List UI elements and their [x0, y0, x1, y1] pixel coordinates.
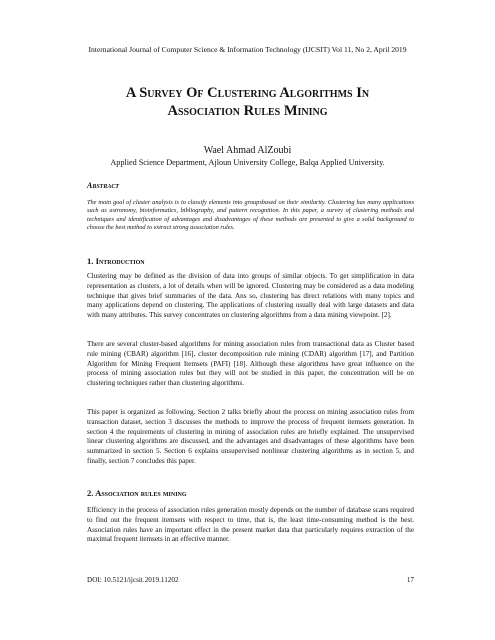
abstract-heading: Abstract — [87, 181, 120, 190]
abstract-text: The main goal of cluster analysis is to classify elements into groupsbased on their similarity. Clustering has many applications such as astronomy, bioinformatics, bibliography, and pattern recognition. In this paper, a survey of clustering methods and techniques and identification of advantages and disadvantages of these methods are presented to give a solid background to choose the best method to extract strong association rules. — [87, 199, 414, 232]
paper-title-line-2: Association Rules Mining — [167, 103, 328, 119]
author-name: Wael Ahmad AlZoubi — [203, 145, 292, 156]
section-heading-introduction: 1. Introduction — [87, 256, 145, 266]
paragraph-intro-1: Clustering may be defined as the division of data into groups of similar objects. To get simplification in data representation as clusters, a lot of details when will be ignored. Clustering may be considered as a data modeling technique that gives brief summaries of the data. Ans so, clustering has direct relations with many topics and many applications depend on clustering. The applications of clustering usually deal with large datasets and data with many attributes. This survey concentrates on clustering algorithms from a data mining viewpoint. [2]. — [87, 272, 414, 319]
paragraph-intro-3: This paper is organized as following. Section 2 talks briefly about the process on mining association rules from transaction dataset, section 3 discusses the methods to improve the process of frequent itemsets generation. In section 4 the requirements of clustering in mining of association rules are briefly explained. The unsupervised linear clustering algorithms are discussed, and the advantages and disadvantages of these algorithms have been summarized in section 5. Section 6 explains unsupervised nonlinear clustering algorithms as in section 5, and finally, section 7 concludes this paper. — [87, 408, 414, 465]
author-affiliation: Applied Science Department, Ajloun University College, Balqa Applied University. — [110, 158, 385, 167]
section-heading-association-rules: 2. Association rules mining — [87, 488, 187, 498]
paragraph-association-1: Efficiency in the process of association rules generation mostly depends on the number of database scans required to find out the frequent itemsets with respect to time, that is, the least time-consuming method is the best. Association rules have an important effect in the present market data that particularly requires extraction of the maximal frequent itemsets in an effective manner. — [87, 506, 414, 544]
paragraph-intro-2: There are several cluster-based algorithms for mining association rules from transactional data as Cluster based rule mining (CBAR) algorithm [16], cluster decomposition rule mining (CDAR) algorithm [17], and Partition Algorithm for Mining Frequent Itemsets (PAFI) [18]. Although these algorithms have great influence on the process of mining association rules but they will not be studied in this paper, the concentration will be on clustering techniques rather than clustering algorithms. — [87, 340, 414, 387]
page-number: 17 — [406, 576, 414, 584]
footer-doi: DOI: 10.5121/ijcsit.2019.11202 — [87, 576, 179, 584]
paper-title-line-1: A Survey Of Clustering Algorithms In — [125, 85, 370, 101]
paper-title — [70, 84, 425, 120]
journal-header: International Journal of Computer Science & Information Technology (IJCSIT) Vol 11, No 2, April 2019 — [88, 45, 407, 54]
